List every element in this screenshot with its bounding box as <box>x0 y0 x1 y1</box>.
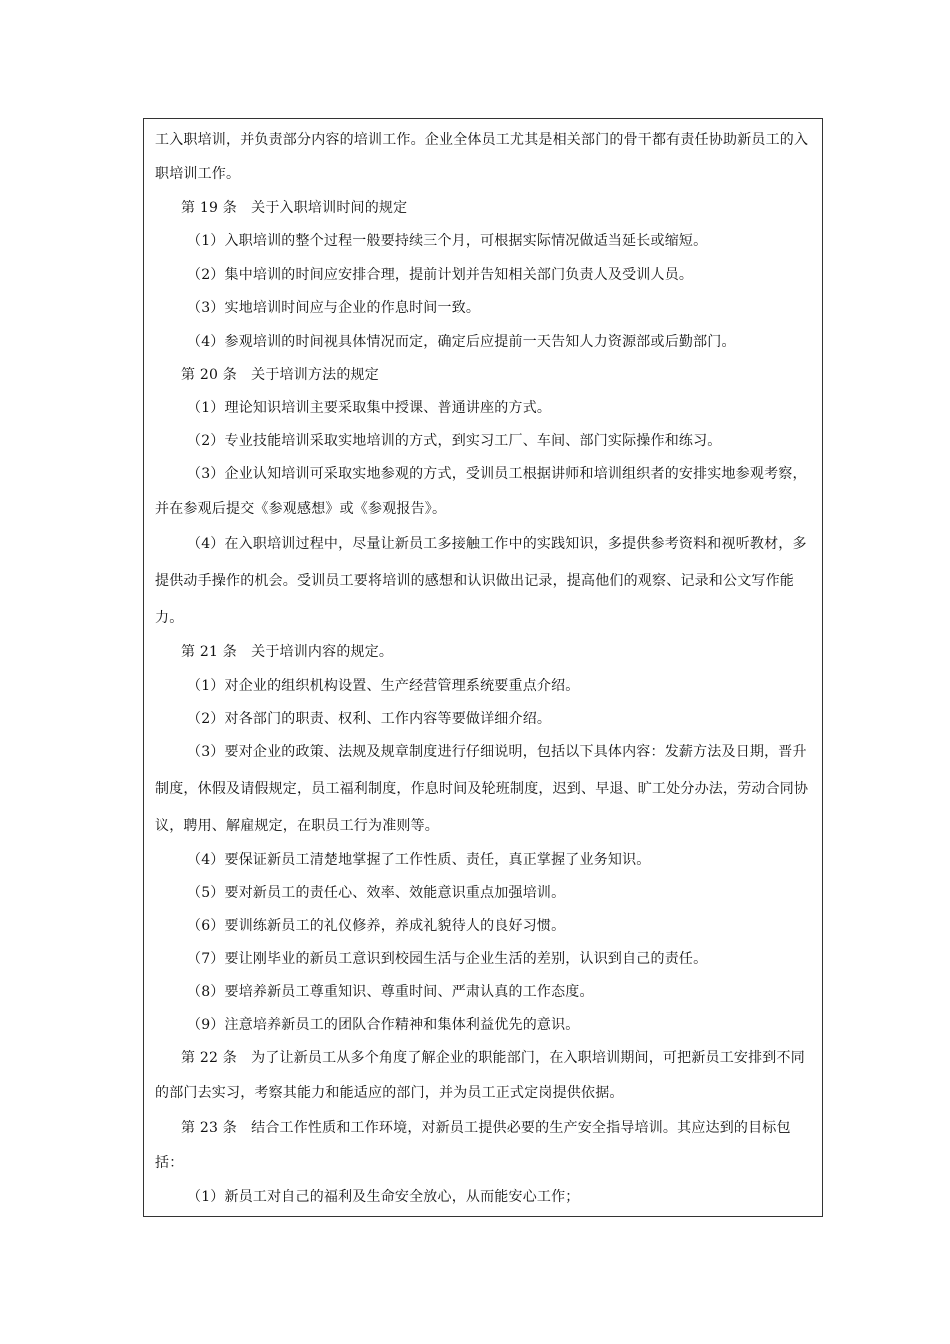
list-item: （4）要保证新员工清楚地掌握了工作性质、责任，真正掌握了业务知识。 <box>187 852 651 868</box>
paragraph-line: 工入职培训，并负责部分内容的培训工作。企业全体员工尤其是相关部门的骨干都有责任协助新员工的入 <box>155 132 809 148</box>
list-item: （1）新员工对自己的福利及生命安全放心，从而能安心工作； <box>187 1189 580 1205</box>
article-heading: 第 21 条 关于培训内容的规定。 <box>181 644 394 660</box>
article-heading: 第 20 条 关于培训方法的规定 <box>181 367 379 383</box>
list-item: （2）集中培训的时间应安排合理，提前计划并告知相关部门负责人及受训人员。 <box>187 267 694 283</box>
article-heading: 第 23 条 结合工作性质和工作环境，对新员工提供必要的生产安全指导培训。其应达到的目标包 <box>181 1120 791 1136</box>
paragraph-line: 制度，休假及请假规定，员工福利制度，作息时间及轮班制度，迟到、早退、旷工处分办法，劳动合同协 <box>155 781 809 797</box>
article-heading: 第 19 条 关于入职培训时间的规定 <box>181 200 408 216</box>
paragraph-line: 并在参观后提交《参观感想》或《参观报告》。 <box>155 501 447 517</box>
list-item: （4）在入职培训过程中，尽量让新员工多接触工作中的实践知识，多提供参考资料和视听教材，多 <box>187 536 807 552</box>
list-item: （1）入职培训的整个过程一般要持续三个月，可根据实际情况做适当延长或缩短。 <box>187 233 708 249</box>
list-item: （7）要让刚毕业的新员工意识到校园生活与企业生活的差别，认识到自己的责任。 <box>187 951 708 967</box>
list-item: （5）要对新员工的责任心、效率、效能意识重点加强培训。 <box>187 885 566 901</box>
list-item: （3）实地培训时间应与企业的作息时间一致。 <box>187 300 481 316</box>
list-item: （9）注意培养新员工的团队合作精神和集体利益优先的意识。 <box>187 1017 580 1033</box>
list-item: （1）理论知识培训主要采取集中授课、普通讲座的方式。 <box>187 400 552 416</box>
paragraph-line: 括： <box>155 1155 184 1171</box>
list-item: （3）企业认知培训可采取实地参观的方式，受训员工根据讲师和培训组织者的安排实地参观考察， <box>187 466 807 482</box>
list-item: （2）专业技能培训采取实地培训的方式，到实习工厂、车间、部门实际操作和练习。 <box>187 433 722 449</box>
paragraph-line: 议，聘用、解雇规定，在职员工行为准则等。 <box>155 818 439 834</box>
paragraph-line: 的部门去实习，考察其能力和能适应的部门，并为员工正式定岗提供依据。 <box>155 1085 624 1101</box>
list-item: （6）要训练新员工的礼仪修养，养成礼貌待人的良好习惯。 <box>187 918 566 934</box>
list-item: （4）参观培训的时间视具体情况而定，确定后应提前一天告知人力资源部或后勤部门。 <box>187 334 736 350</box>
paragraph-line: 职培训工作。 <box>155 166 241 182</box>
paragraph-line: 力。 <box>155 610 184 626</box>
paragraph-line: 提供动手操作的机会。受训员工要将培训的感想和认识做出记录，提高他们的观察、记录和公文写作能 <box>155 573 794 589</box>
list-item: （3）要对企业的政策、法规及规章制度进行仔细说明，包括以下具体内容：发薪方法及日期，晋升 <box>187 744 807 760</box>
list-item: （8）要培养新员工尊重知识、尊重时间、严肃认真的工作态度。 <box>187 984 594 1000</box>
list-item: （1）对企业的组织机构设置、生产经营管理系统要重点介绍。 <box>187 678 580 694</box>
article-heading: 第 22 条 为了让新员工从多个角度了解企业的职能部门，在入职培训期间，可把新员工安排到不同 <box>181 1050 805 1066</box>
list-item: （2）对各部门的职责、权利、工作内容等要做详细介绍。 <box>187 711 552 727</box>
